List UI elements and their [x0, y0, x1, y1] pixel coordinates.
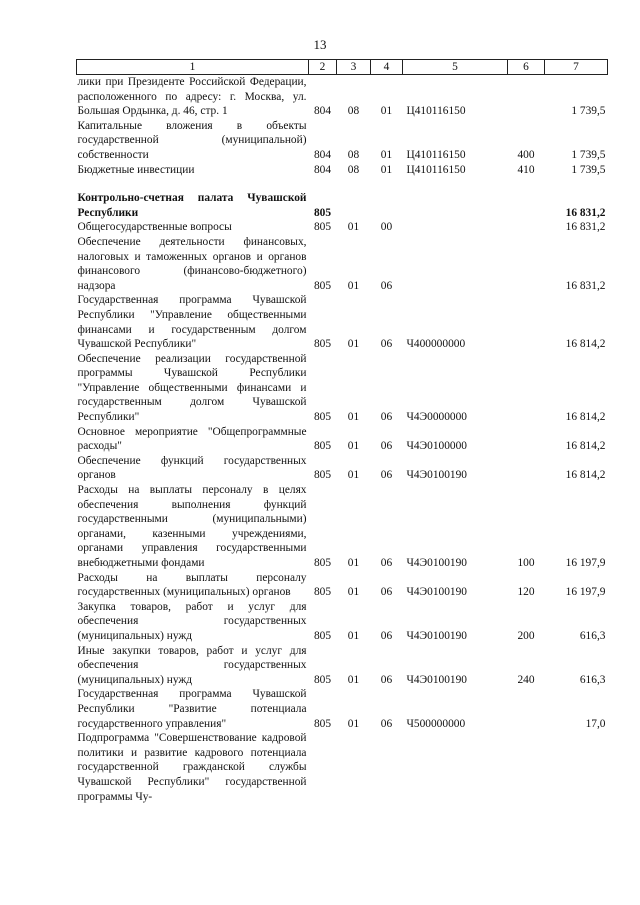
header-col-4: 4	[371, 60, 403, 75]
header-col-2: 2	[309, 60, 337, 75]
row-csr: Ц410116150	[406, 105, 466, 118]
row-sum: 16 831,2	[565, 279, 606, 292]
row-sum: 16 814,2	[565, 338, 606, 351]
row-rz: 01	[347, 469, 360, 482]
row-csr: Ч500000000	[406, 717, 466, 730]
row-ved: 804	[313, 148, 332, 161]
row-sum: 16 831,2	[565, 206, 606, 219]
table-row	[77, 483, 608, 571]
header-col-1: 1	[77, 60, 309, 75]
row-pr: 01	[380, 105, 393, 118]
row-name: Иные закупки товаров, работ и услуг для обеспечения государственных (муниципальных) нужд	[77, 644, 307, 686]
row-vr	[508, 235, 545, 293]
row-csr: Ч4Э0100190	[406, 586, 467, 599]
row-vr	[508, 454, 545, 483]
row-pr: 01	[380, 148, 393, 161]
header-col-6: 6	[508, 60, 545, 75]
row-sum: 16 197,9	[565, 557, 606, 569]
table-row	[77, 644, 608, 688]
row-vr: 120	[517, 586, 535, 599]
row-ved: 805	[313, 206, 332, 219]
spacer-row	[77, 177, 608, 191]
table-row	[77, 352, 608, 425]
row-sum: 16 814,2	[565, 440, 606, 453]
table-row	[77, 571, 608, 600]
row-vr	[508, 75, 545, 119]
row-ved: 805	[313, 673, 332, 686]
budget-table	[76, 59, 608, 804]
row-sum: 16 197,9	[565, 586, 606, 599]
row-ved: 805	[313, 440, 332, 453]
header-col-5: 5	[403, 60, 508, 75]
row-rz: 01	[347, 338, 360, 351]
row-vr	[508, 220, 545, 235]
table-row	[77, 425, 608, 454]
row-name: Государственная программа Чувашской Республики "Управление общественными финансами и государственным долгом Чувашской Республики"	[77, 294, 307, 351]
row-sum: 616,3	[579, 629, 606, 642]
row-name: Закупка товаров, работ и услуг для обеспечения государственных (муниципальных) нужд	[77, 600, 307, 642]
row-csr: Ч4Э0100190	[406, 629, 467, 642]
row-ved: 805	[313, 411, 332, 424]
row-rz: 08	[347, 148, 360, 161]
row-vr	[508, 191, 545, 220]
row-pr: 01	[380, 163, 393, 176]
row-name: лики при Президенте Российской Федерации, расположенного по адресу: г. Москва, ул. Большая Ордынка, д. 46, стр. 1	[77, 76, 307, 118]
row-rz: 01	[347, 411, 360, 424]
row-rz: 01	[347, 629, 360, 642]
row-rz: 08	[347, 163, 360, 176]
row-vr	[508, 687, 545, 731]
row-ved: 805	[313, 221, 332, 234]
row-pr: 06	[380, 717, 393, 730]
row-pr: 06	[380, 629, 393, 642]
row-sum: 16 814,2	[565, 469, 606, 482]
row-csr: Ч4Э0100000	[406, 440, 467, 453]
row-pr: 06	[380, 440, 393, 453]
row-rz: 01	[347, 221, 360, 234]
row-sum: 1 739,5	[571, 163, 606, 176]
row-csr	[403, 731, 508, 804]
row-vr: 240	[517, 673, 535, 686]
table-row	[77, 731, 608, 804]
row-sum: 616,3	[579, 673, 606, 686]
row-sum: 16 814,2	[565, 411, 606, 424]
row-vr: 100	[517, 557, 535, 569]
table-row	[77, 454, 608, 483]
row-rz: 01	[347, 586, 360, 599]
row-rz: 01	[347, 557, 360, 569]
row-vr: 200	[517, 629, 535, 642]
row-csr: Ч4Э0100190	[406, 673, 467, 686]
row-sum: 17,0	[585, 717, 606, 730]
row-name: Основное мероприятие "Общепрограммные расходы"	[77, 425, 307, 453]
row-pr: 06	[380, 279, 393, 292]
row-name: Бюджетные инвестиции	[77, 163, 195, 176]
row-name: Государственная программа Чувашской Республики "Развитие потенциала государственного управления"	[77, 688, 307, 730]
row-pr: 06	[380, 411, 393, 424]
row-csr: Ц410116150	[406, 148, 466, 161]
row-ved: 805	[313, 629, 332, 642]
table-row	[77, 687, 608, 731]
row-ved: 805	[313, 469, 332, 482]
table-row	[77, 163, 608, 178]
row-pr: 06	[380, 469, 393, 482]
row-vr	[508, 352, 545, 425]
table-row	[77, 235, 608, 293]
row-pr	[371, 731, 403, 804]
row-rz: 01	[347, 440, 360, 453]
row-name: Капитальные вложения в объекты государственной (муниципальной) собственности	[77, 119, 307, 161]
row-rz: 08	[347, 105, 360, 118]
row-name: Обеспечение деятельности финансовых, налоговых и таможенных органов и органов финансового (финансово-бюджетного) надзора	[77, 235, 307, 292]
table-row	[77, 600, 608, 644]
row-vr	[508, 425, 545, 454]
row-rz	[337, 191, 371, 220]
row-rz: 01	[347, 673, 360, 686]
table-row	[77, 293, 608, 351]
row-name: Обеспечение функций государственных органов	[77, 454, 307, 482]
row-ved: 805	[313, 338, 332, 351]
row-pr: 06	[380, 338, 393, 351]
row-sum: 1 739,5	[571, 105, 606, 118]
row-vr	[508, 293, 545, 351]
row-name: Расходы на выплаты персоналу в целях обеспечения выполнения функций государственными (муниципальными) органами, казенными учреждениями, органами управления государственными внебюджетными фондами	[77, 484, 307, 569]
row-sum	[545, 731, 608, 804]
row-ved: 805	[313, 557, 332, 569]
row-pr: 06	[380, 586, 393, 599]
row-csr	[403, 191, 508, 220]
table-row	[77, 220, 608, 235]
header-col-7: 7	[545, 60, 608, 75]
row-csr: Ч4Э0100190	[406, 469, 467, 482]
row-name: Подпрограмма "Совершенствование кадровой политики и развитие кадрового потенциала государственной гражданской службы Чувашской Республики" государственной программы Чу-	[77, 732, 307, 803]
table-row	[77, 119, 608, 163]
row-csr	[403, 220, 508, 235]
row-sum: 1 739,5	[571, 148, 606, 161]
row-csr: Ч4Э0000000	[406, 411, 467, 424]
table-row	[77, 75, 608, 119]
row-ved: 805	[313, 717, 332, 730]
row-pr: 06	[380, 557, 393, 569]
table-body	[77, 75, 608, 805]
row-rz: 01	[347, 279, 360, 292]
row-pr: 00	[380, 221, 393, 234]
header-row	[77, 60, 608, 75]
row-rz: 01	[347, 717, 360, 730]
row-ved: 805	[313, 586, 332, 599]
row-vr	[508, 731, 545, 804]
row-name: Общегосударственные вопросы	[77, 221, 232, 234]
row-name: Контрольно-счетная палата Чувашской Республики	[77, 192, 307, 219]
header-col-3: 3	[337, 60, 371, 75]
row-sum: 16 831,2	[565, 221, 606, 234]
row-ved: 804	[313, 163, 332, 176]
row-vr: 410	[517, 163, 535, 176]
row-pr: 06	[380, 673, 393, 686]
row-csr: Ч4Э0100190	[406, 557, 467, 569]
row-ved: 804	[313, 105, 332, 118]
spacer-cell	[77, 177, 608, 191]
row-pr	[371, 191, 403, 220]
row-name: Расходы на выплаты персоналу государственных (муниципальных) органов	[77, 571, 307, 599]
row-name: Обеспечение реализации государственной программы Чувашской Республики "Управление общественными финансами и государственным долгом Чувашской Республики"	[77, 352, 307, 424]
row-vr: 400	[517, 148, 535, 161]
table-header	[77, 60, 608, 75]
table-row	[77, 191, 608, 220]
row-csr: Ц410116150	[406, 163, 466, 176]
row-ved: 805	[313, 279, 332, 292]
row-rz	[337, 731, 371, 804]
row-csr	[403, 235, 508, 293]
row-csr: Ч400000000	[406, 338, 466, 351]
row-ved	[309, 731, 337, 804]
page-number: 13	[313, 37, 327, 52]
